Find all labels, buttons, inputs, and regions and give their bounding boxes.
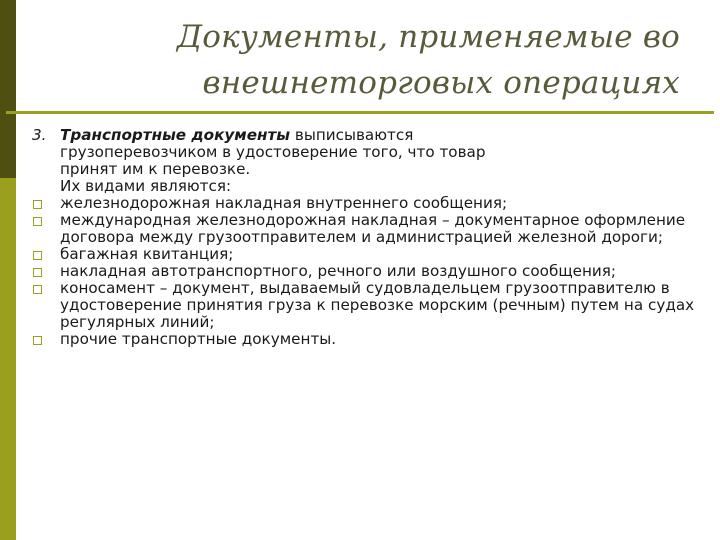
list-item-text: железнодорожная накладная внутреннего сообщения; bbox=[60, 194, 508, 212]
list-item-text: прочие транспортные документы. bbox=[60, 330, 337, 348]
slide-title-line-1: Документы, применяемые во bbox=[176, 19, 680, 55]
square-bullet-icon bbox=[33, 268, 42, 277]
intro-line-1-rest: выписываются bbox=[290, 126, 414, 144]
intro-line-4: Их видами являются: bbox=[60, 177, 232, 195]
square-bullet-icon bbox=[33, 200, 42, 209]
square-bullet-icon bbox=[33, 217, 42, 226]
title-divider bbox=[6, 111, 714, 114]
list-item bbox=[30, 212, 710, 246]
bullet-list bbox=[30, 195, 710, 348]
intro-line-3: принят им к перевозке. bbox=[60, 160, 251, 178]
square-bullet-icon bbox=[33, 285, 42, 294]
square-bullet-icon bbox=[33, 336, 42, 345]
list-item-text: накладная автотранспортного, речного или воздушного сообщения; bbox=[60, 262, 617, 280]
square-bullet-icon bbox=[33, 251, 42, 260]
list-item bbox=[30, 195, 710, 212]
list-item bbox=[30, 263, 710, 280]
list-item-text: коносамент – документ, выдаваемый судовладельцем грузоотправителю в удостоверение принятия груза к перевозке морским (речным) путем на судах регулярных линий; bbox=[60, 279, 695, 331]
intro-paragraph bbox=[30, 127, 710, 195]
list-item bbox=[30, 280, 710, 331]
slide-body bbox=[30, 127, 710, 348]
slide-title bbox=[60, 14, 680, 106]
list-item bbox=[30, 331, 710, 348]
intro-bold-term: Транспортные документы bbox=[60, 126, 291, 144]
sidebar-accent-dark-segment bbox=[0, 0, 16, 178]
section-number: 3. bbox=[32, 126, 47, 144]
list-item-text: багажная квитанция; bbox=[60, 245, 234, 263]
list-item bbox=[30, 246, 710, 263]
intro-line-2: грузоперевозчиком в удостоверение того, что товар bbox=[60, 143, 486, 161]
list-item-text: международная железнодорожная накладная – документарное оформление договора между грузоотправителем и администрацией железной дороги; bbox=[60, 211, 686, 246]
intro-line-1 bbox=[60, 127, 710, 144]
slide-title-line-2: внешнеторговых операциях bbox=[202, 65, 680, 101]
